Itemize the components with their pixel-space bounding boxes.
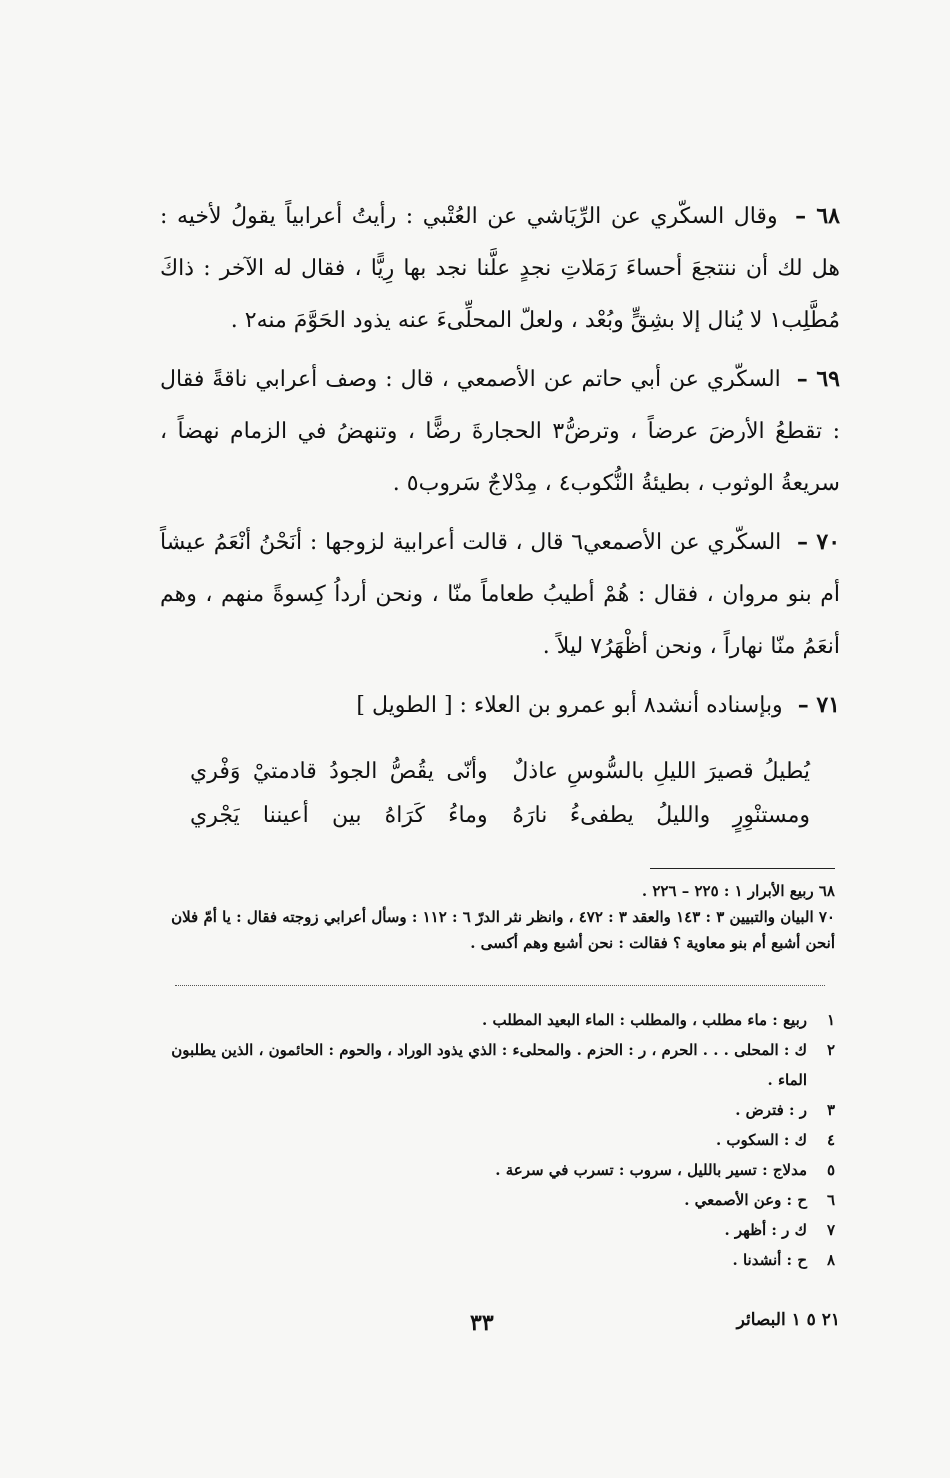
verse-first-hemistich: يُطيلُ قصيرَ الليلِ بالسُّوسِ عاذلٌ (512, 759, 810, 784)
footnote (170, 1185, 835, 1215)
reference-line: ٧٠ البيان والتبيين ٣ : ١٤٣ والعقد ٣ : ٤٧٢ ، وانظر نثر الدرّ ٦ : ١١٢ : وسأل أعرابي زوجته فقال : يا أمّ فلان أنحن أشبع أم بنو معاوية ؟ فقالت : نحن أشبع وهم أكسى . (171, 908, 835, 952)
footnote-text: مدلاج : تسير بالليل ، سروب : تسرب في سرعة . (495, 1161, 807, 1179)
footnote (170, 1035, 835, 1095)
paragraph-68 (160, 190, 840, 347)
footnote-number: ٤ (826, 1131, 835, 1149)
footnote-text: ك ر : أظهر . (724, 1221, 807, 1239)
footnote (170, 1005, 835, 1035)
source-references (165, 878, 835, 956)
footnote (170, 1215, 835, 1245)
footnote-text: ح : أنشدنا . (732, 1251, 807, 1269)
paragraph-text: وقال السكّري عن الرِّيَاشي عن العُتْبي : رأيتُ أعرابياً يقولُ لأخيه : هل لك أن ننتجعَ أحساءَ رَمَلاتِ نجدٍ علَّنا نجد بها رِيًّا ، فقال له الآخر : ذاكَ مُطَّلِب١ لا يُنال إلا بشِقٍّ وبُعْد ، ولعلّ المحلِّىءَ عنه يذود الحَوَّمَ منه٢ . (160, 204, 840, 333)
footnote-number: ١ (826, 1011, 835, 1029)
paragraph-text: وبإسناده أنشد٨ أبو عمرو بن العلاء : [ الطويل ] (356, 693, 783, 718)
footnote-separator (650, 868, 835, 869)
footnote-number: ٢ (826, 1041, 835, 1059)
footnote-number: ٥ (826, 1161, 835, 1179)
footnote-number: ٨ (826, 1251, 835, 1269)
dotted-separator (175, 985, 825, 986)
footnote-text: ك : المحلى . . . الحرم ، ر : الحزم . والمحلىء : الذي يذود الوراد ، والحوم : الحائمون ، الذين يطلبون الماء . (171, 1041, 807, 1089)
footnote-number: ٧ (826, 1221, 835, 1239)
page-number: ٣٣ (470, 1310, 494, 1336)
verse-second-hemistich: وماءُ كَرَاهُ بين أعيننا يَجْري (190, 803, 488, 828)
verse-line (190, 794, 810, 838)
reference-line: ٦٨ ربيع الأبرار ١ : ٢٢٥ – ٢٢٦ . (641, 882, 835, 900)
printer-signature: ٢١ ٥ ١ البصائر (736, 1310, 840, 1330)
footnote (170, 1155, 835, 1185)
footnote-text: ربيع : ماء مطلب ، والمطلب : الماء البعيد المطلب . (482, 1011, 807, 1029)
poem-verses (190, 750, 810, 838)
footnote (170, 1095, 835, 1125)
footnotes (170, 1005, 835, 1275)
paragraph-number: ٦٨ – (795, 203, 840, 229)
paragraph-text: السكّري عن أبي حاتم عن الأصمعي ، قال : وصف أعرابي ناقةً فقال : تقطعُ الأرضَ عرضاً ، وترضُّ٣ الحجارةَ رضًّا ، وتنهضُ في الزمام نهضاً ، سريعةُ الوثوب ، بطيئةُ النُّكوب٤ ، مِدْلاجٌ سَروب٥ . (160, 367, 840, 496)
footnote-number: ٣ (826, 1101, 835, 1119)
verse-second-hemistich: وأنّى يقُصُّ الجودُ قادمتيْ وَفْري (190, 759, 488, 784)
paragraph-number: ٦٩ – (796, 366, 840, 392)
footnote-text: ر : فترض . (735, 1101, 807, 1119)
verse-first-hemistich: ومستنْوِرٍ والليلُ يطفىءُ نارَهُ (512, 803, 810, 828)
footnote-text: ح : وعن الأصمعي . (684, 1191, 807, 1209)
footnote (170, 1245, 835, 1275)
paragraph-number: ٧٠ – (797, 529, 841, 555)
footnote-text: ك : السكوب . (715, 1131, 807, 1149)
main-text (160, 190, 840, 738)
paragraph-text: السكّري عن الأصمعي٦ قال ، قالت أعرابية لزوجها : أنَحْنُ أنْعَمُ عيشاً أم بنو مروان ، فقال : هُمْ أطيبُ طعاماً منّا ، ونحن أرداُ كِسوةً منهم ، وهم أنعَمُ منّا نهاراً ، ونحن أظْهَرُ٧ ليلاً . (160, 530, 840, 659)
footnote-number: ٦ (826, 1191, 835, 1209)
paragraph-number: ٧١ – (797, 692, 840, 718)
verse-line (190, 750, 810, 794)
paragraph-69 (160, 353, 840, 510)
paragraph-70 (160, 516, 840, 673)
paragraph-71 (160, 679, 840, 732)
footnote (170, 1125, 835, 1155)
